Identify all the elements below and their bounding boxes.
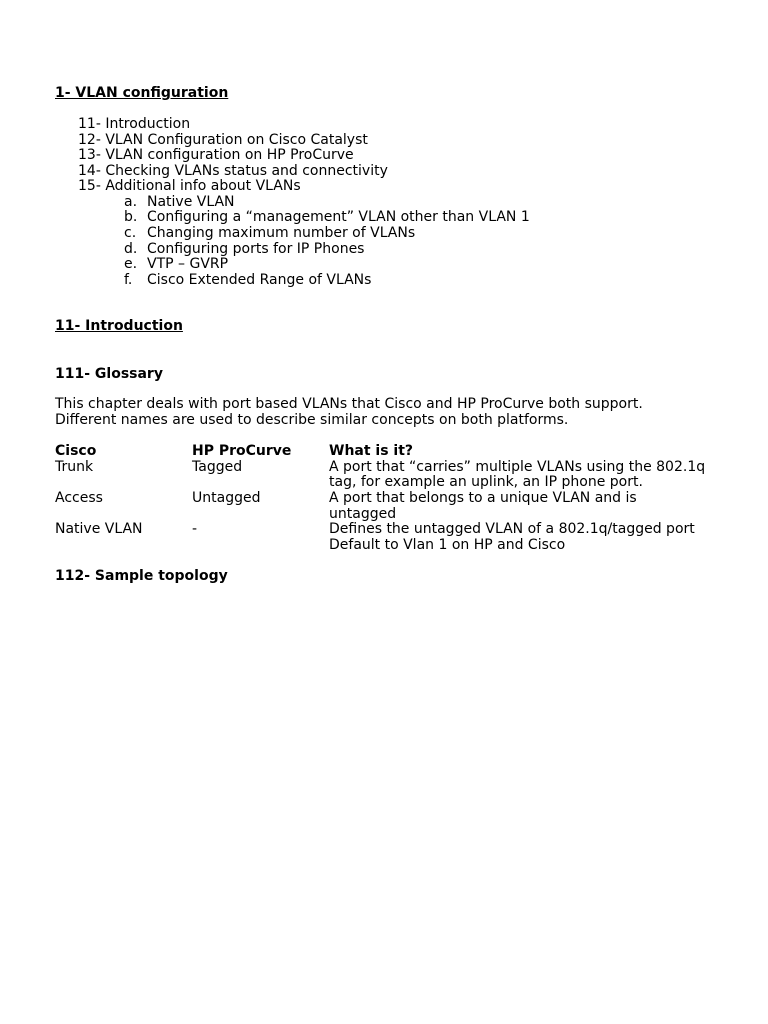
subitem-letter: c. — [124, 225, 137, 241]
table-cell-hp: - — [192, 521, 198, 537]
subitem-management-vlan: Configuring a “management” VLAN other than VLAN 1 — [147, 209, 530, 225]
subitem-letter: b. — [124, 209, 138, 225]
table-cell-cisco: Trunk — [55, 459, 94, 475]
toc-item-hp-procurve: 13- VLAN configuration on HP ProCurve — [78, 147, 354, 163]
table-cell-hp: Tagged — [192, 459, 243, 475]
glossary-heading: 111- Glossary — [55, 366, 163, 382]
table-cell-what: A port that belongs to a unique VLAN and is — [329, 490, 637, 506]
table-cell-what: A port that “carries” multiple VLANs using the 802.1q — [329, 459, 706, 475]
subitem-letter: f. — [124, 272, 133, 288]
toc-item-introduction: 11- Introduction — [78, 116, 191, 132]
table-header-cisco: Cisco — [55, 443, 97, 459]
main-heading: 1- VLAN configuration — [55, 85, 229, 101]
toc-item-cisco-catalyst: 12- VLAN Configuration on Cisco Catalyst — [78, 132, 368, 148]
table-cell-what: Default to Vlan 1 on HP and Cisco — [329, 537, 566, 553]
paragraph-line-2: Different names are used to describe similar concepts on both platforms. — [55, 412, 569, 428]
paragraph-line-1: This chapter deals with port based VLANs that Cisco and HP ProCurve both support. — [55, 396, 643, 412]
toc-item-checking-vlans: 14- Checking VLANs status and connectivity — [78, 163, 388, 179]
table-cell-what: tag, for example an uplink, an IP phone port. — [329, 474, 643, 490]
table-header-hp: HP ProCurve — [192, 443, 292, 459]
toc-item-additional-info: 15- Additional info about VLANs — [78, 178, 301, 194]
table-cell-cisco: Native VLAN — [55, 521, 143, 537]
table-header-what: What is it? — [329, 443, 414, 459]
table-cell-cisco: Access — [55, 490, 103, 506]
table-cell-what: untagged — [329, 506, 397, 522]
subitem-letter: d. — [124, 241, 138, 257]
subitem-max-vlans: Changing maximum number of VLANs — [147, 225, 416, 241]
table-cell-hp: Untagged — [192, 490, 261, 506]
subitem-letter: a. — [124, 194, 138, 210]
subitem-vtp-gvrp: VTP – GVRP — [147, 256, 229, 272]
subitem-ip-phones: Configuring ports for IP Phones — [147, 241, 365, 257]
subitem-extended-range: Cisco Extended Range of VLANs — [147, 272, 372, 288]
subitem-letter: e. — [124, 256, 138, 272]
subitem-native-vlan: Native VLAN — [147, 194, 235, 210]
intro-heading: 11- Introduction — [55, 318, 183, 334]
topology-heading: 112- Sample topology — [55, 568, 228, 584]
table-cell-what: Defines the untagged VLAN of a 802.1q/tagged port — [329, 521, 695, 537]
